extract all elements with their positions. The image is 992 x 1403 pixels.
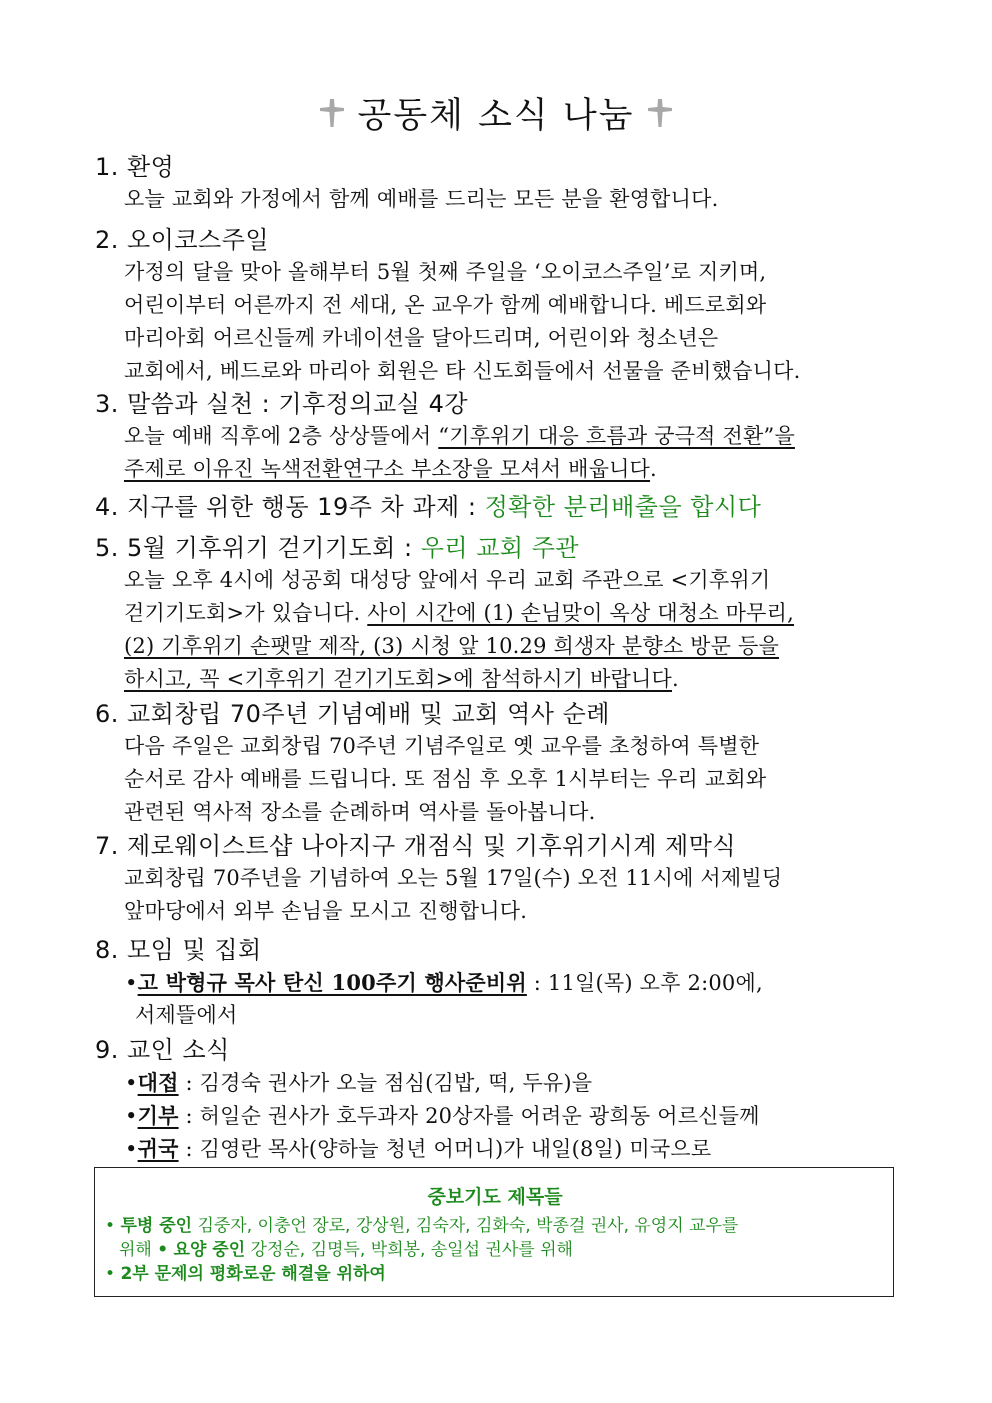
- section-heading: 4. 지구를 위한 행동 19주 차 과제 : 정확한 분리배출을 합시다: [95, 493, 762, 521]
- section-heading: 7. 제로웨이스트샵 나아지구 개점식 및 기후위기시계 제막식: [95, 832, 737, 860]
- prayer-requests-box: [94, 1167, 894, 1297]
- section-body: 오늘 교회와 가정에서 함께 예배를 드리는 모든 분을 환영합니다.: [124, 187, 719, 211]
- prayer-line: • 2부 문제의 평화로운 해결을 위하여: [105, 1264, 386, 1284]
- section-prayer-walk: [95, 532, 905, 696]
- section-welcome: [95, 151, 905, 216]
- prayer-box-title: 중보기도 제목들: [427, 1186, 563, 1208]
- section-heading: 2. 오이코스주일: [95, 226, 270, 254]
- section-heading: 3. 말씀과 실천 : 기후정의교실 4강: [95, 390, 469, 418]
- page-title: 공동체 소식 나눔: [357, 96, 635, 136]
- section-member-news: [95, 1034, 905, 1165]
- prayer-line: • 투병 중인 김중자, 이충언 장로, 강상원, 김숙자, 김화숙, 박종걸 권사, 유영지 교우를: [105, 1216, 739, 1236]
- section-earth-action: [95, 491, 905, 523]
- section-heading: 9. 교인 소식: [95, 1036, 230, 1064]
- prayer-line: 위해 • 요양 중인 강정순, 김명득, 박희봉, 송일섭 권사를 위해: [119, 1240, 573, 1260]
- cross-icon-right: [646, 97, 674, 129]
- section-heading: 8. 모임 및 집회: [95, 936, 262, 964]
- section-meetings: [95, 934, 905, 1032]
- section-body: 다음 주일은 교회창립 70주년 기념주일로 옛 교우를 초청하여 특별한 순서로 감사 예배를 드립니다. 또 점심 후 오후 1시부터는 우리 교회와 관련된 역사적 장소를 순례하며 역사를 돌아봅니다.: [124, 734, 767, 824]
- section-oikos-sunday: [95, 224, 905, 388]
- section-body: [125, 1066, 905, 1165]
- list-item: •대접 : 김경숙 권사가 오늘 점심(김밥, 떡, 두유)을: [125, 1070, 593, 1095]
- section-heading: 5. 5월 기후위기 걷기기도회 : 우리 교회 주관: [95, 534, 580, 562]
- section-zero-waste: [95, 830, 905, 928]
- section-body: •고 박형규 목사 탄신 100주기 행사준비위 : 11일(목) 오후 2:00에, 서제뜰에서: [125, 970, 763, 1027]
- page-title-row: [0, 88, 992, 138]
- section-body: 교회창립 70주년을 기념하여 오는 5월 17일(수) 오전 11시에 서제빌딩 앞마당에서 외부 손님을 모시고 진행합니다.: [124, 866, 783, 923]
- section-anniversary: [95, 698, 905, 829]
- section-body: 오늘 예배 직후에 2층 상상뜰에서 “기후위기 대응 흐름과 궁극적 전환”을 주제로 이유진 녹색전환연구소 부소장을 모셔서 배웁니다.: [124, 424, 795, 481]
- section-body: 가정의 달을 맞아 올해부터 5월 첫째 주일을 ‘오이코스주일’로 지키며, 어린이부터 어른까지 전 세대, 온 교우가 함께 예배합니다. 베드로회와 마리아회 어르신들께 카네이션을 달아드리며, 어린이와 청소년은 교회에서, 베드로와 마리아 회원은 타 신도회들에서 선물을 준비했습니다.: [124, 260, 801, 383]
- section-heading: 6. 교회창립 70주년 기념예배 및 교회 역사 순례: [95, 700, 610, 728]
- section-climate-class: [95, 388, 905, 486]
- cross-icon-left: [318, 97, 346, 129]
- section-body: 오늘 오후 4시에 성공회 대성당 앞에서 우리 교회 주관으로 <기후위기 걷기기도회>가 있습니다. 사이 시간에 (1) 손님맞이 옥상 대청소 마무리, (2) 기후위기 손팻말 제작, (3) 시청 앞 10.29 희생자 분향소 방문 등을 하시고, 꼭 <기후위기 걷기기도회>에 참석하시기 바랍니다.: [124, 568, 795, 691]
- list-item: •기부 : 허일순 권사가 호두과자 20상자를 어려운 광희동 어르신들께: [125, 1103, 760, 1128]
- section-heading: 1. 환영: [95, 153, 175, 181]
- list-item: •귀국 : 김영란 목사(양하늘 청년 어머니)가 내일(8일) 미국으로: [125, 1136, 712, 1161]
